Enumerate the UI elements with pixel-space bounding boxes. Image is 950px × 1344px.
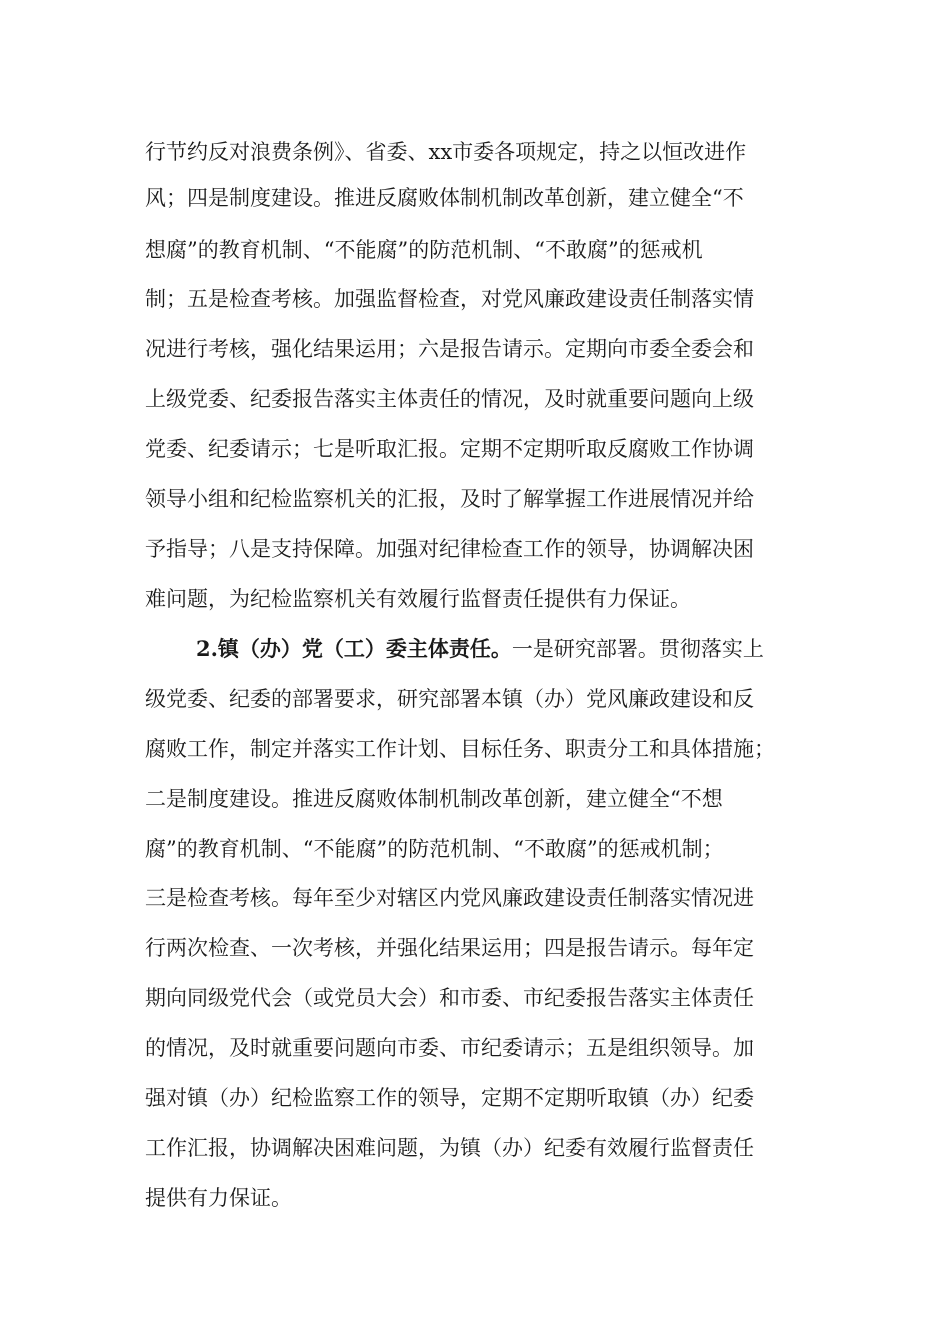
paragraph-1-line-9: 予指导；八是支持保障。加强对纪律检查工作的领导，协调解决困 — [145, 537, 754, 561]
paragraph-1-line-3: 想腐”的教育机制、“不能腐”的防范机制、“不敢腐”的惩戒机 — [145, 238, 703, 262]
paragraph-1-line-4: 制；五是检查考核。加强监督检查，对党风廉政建设责任制落实情 — [145, 287, 754, 311]
paragraph-1-line-7: 党委、纪委请示；七是听取汇报。定期不定期听取反腐败工作协调 — [145, 437, 754, 461]
paragraph-2-line-5: 腐”的教育机制、“不能腐”的防范机制、“不敢腐”的惩戒机制； — [145, 837, 724, 861]
paragraph-2-line-1 — [196, 631, 805, 667]
paragraph-1-line-8: 领导小组和纪检监察机关的汇报，及时了解掌握工作进展情况并给 — [145, 487, 754, 511]
paragraph-2-line-3: 腐败工作，制定并落实工作计划、目标任务、职责分工和具体措施； — [145, 737, 775, 761]
paragraph-2-line-2: 级党委、纪委的部署要求，研究部署本镇（办）党风廉政建设和反 — [145, 687, 754, 711]
paragraph-2-first-line-text: 一是研究部署。贯彻落实上 — [511, 637, 764, 661]
paragraph-1-line-5: 况进行考核，强化结果运用；六是报告请示。定期向市委全委会和 — [145, 337, 754, 361]
paragraph-2-line-10: 强对镇（办）纪检监察工作的领导，定期不定期听取镇（办）纪委 — [145, 1086, 754, 1110]
paragraph-1-line-2: 风；四是制度建设。推进反腐败体制机制改革创新，建立健全“不 — [145, 186, 744, 210]
paragraph-2-line-11: 工作汇报，协调解决困难问题，为镇（办）纪委有效履行监督责任 — [145, 1136, 754, 1160]
paragraph-2-line-9: 的情况，及时就重要问题向市委、市纪委请示；五是组织领导。加 — [145, 1036, 754, 1060]
paragraph-2-line-8: 期向同级党代会（或党员大会）和市委、市纪委报告落实主体责任 — [145, 986, 754, 1010]
paragraph-1-line-1: 行节约反对浪费条例》、省委、xx市委各项规定，持之以恒改进作 — [145, 140, 747, 164]
paragraph-2-heading: 2.镇（办）党（工）委主体责任。 — [196, 636, 512, 661]
paragraph-2-line-6: 三是检查考核。每年至少对辖区内党风廉政建设责任制落实情况进 — [145, 886, 754, 910]
paragraph-2-line-7: 行两次检查、一次考核，并强化结果运用；四是报告请示。每年定 — [145, 936, 754, 960]
paragraph-1-line-10: 难问题，为纪检监察机关有效履行监督责任提供有力保证。 — [145, 587, 691, 611]
paragraph-1-line-6: 上级党委、纪委报告落实主体责任的情况，及时就重要问题向上级 — [145, 387, 754, 411]
paragraph-2-line-12: 提供有力保证。 — [145, 1186, 292, 1210]
paragraph-2-line-4: 二是制度建设。推进反腐败体制机制改革创新，建立健全“不想 — [145, 787, 723, 811]
